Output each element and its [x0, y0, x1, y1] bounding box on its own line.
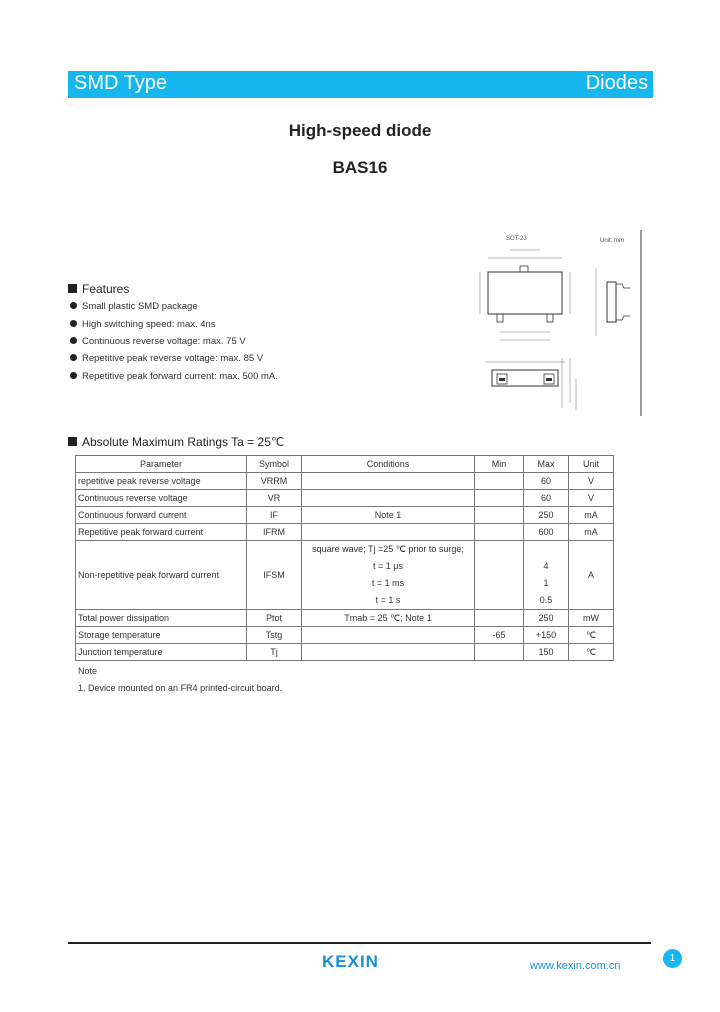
- unit-cell: ℃: [569, 644, 614, 661]
- table-header-row: [76, 456, 614, 473]
- feature-item: High switching speed: max. 4ns: [70, 319, 216, 330]
- symbol-cell: Ptot: [247, 610, 302, 627]
- features-heading: Features: [68, 282, 129, 296]
- parameter-cell: Total power dissipation: [76, 610, 247, 627]
- condition-line: t = 1 s: [375, 595, 401, 605]
- unit-cell: V: [569, 490, 614, 507]
- max-cell: 600: [524, 524, 569, 541]
- table-row: [76, 610, 614, 627]
- table-row: [76, 507, 614, 524]
- min-cell: -65: [475, 627, 524, 644]
- min-cell: [475, 541, 524, 610]
- conditions-cell: [302, 490, 475, 507]
- conditions-cell: Note 1: [302, 507, 475, 524]
- website-link[interactable]: www.kexin.com.cn: [530, 960, 621, 972]
- unit-cell: A: [569, 541, 614, 610]
- parameter-cell: Non-repetitive peak forward current: [76, 541, 247, 610]
- max-cell: 250: [524, 610, 569, 627]
- kexin-logo: KEXIN: [322, 952, 379, 971]
- parameter-cell: Storage temperature: [76, 627, 247, 644]
- column-header: Max: [524, 456, 569, 473]
- bullet-icon: [70, 337, 77, 344]
- parameter-cell: Junction temperature: [76, 644, 247, 661]
- condition-line: t = 1 ms: [371, 578, 405, 588]
- parameter-cell: Continuous reverse voltage: [76, 490, 247, 507]
- unit-cell: V: [569, 473, 614, 490]
- condition-line: square wave; Tj =25 ℃ prior to surge;: [312, 544, 464, 554]
- conditions-cell: [302, 644, 475, 661]
- page-number: 1: [663, 949, 682, 968]
- max-line: 1: [543, 578, 549, 588]
- column-header: Parameter: [76, 456, 247, 473]
- table-row: [76, 490, 614, 507]
- bullet-icon: [70, 320, 77, 327]
- symbol-cell: IF: [247, 507, 302, 524]
- symbol-cell: IFRM: [247, 524, 302, 541]
- conditions-cell: Tmab = 25 ℃; Note 1: [302, 610, 475, 627]
- square-bullet-icon: [68, 284, 77, 293]
- table-row: [76, 627, 614, 644]
- part-number: BAS16: [332, 158, 388, 177]
- symbol-cell: VR: [247, 490, 302, 507]
- max-cell: 250: [524, 507, 569, 524]
- parameter-cell: Repetitive peak forward current: [76, 524, 247, 541]
- unit-label: Unit: mm: [600, 238, 624, 244]
- note-text: 1. Device mounted on an FR4 printed-circuit board.: [78, 683, 283, 693]
- header-category: SMD Type: [74, 72, 167, 94]
- conditions-cell: [302, 473, 475, 490]
- max-cell: [524, 541, 569, 610]
- footer-divider: [68, 942, 651, 944]
- unit-cell: mW: [569, 610, 614, 627]
- bullet-icon: [70, 372, 77, 379]
- column-header: Unit: [569, 456, 614, 473]
- parameter-cell: repetitive peak reverse voltage: [76, 473, 247, 490]
- note-label: Note: [78, 666, 98, 676]
- package-name: SOT-23: [506, 236, 527, 242]
- header-type: Diodes: [585, 72, 648, 94]
- min-cell: [475, 473, 524, 490]
- square-bullet-icon: [68, 437, 77, 446]
- table-row: [76, 524, 614, 541]
- unit-cell: mA: [569, 507, 614, 524]
- min-cell: [475, 610, 524, 627]
- bullet-icon: [70, 302, 77, 309]
- column-header: Conditions: [302, 456, 475, 473]
- table-row: [76, 541, 614, 610]
- header-bar: [68, 71, 653, 98]
- conditions-cell: [302, 524, 475, 541]
- unit-cell: ℃: [569, 627, 614, 644]
- ratings-table: [75, 455, 614, 661]
- min-cell: [475, 490, 524, 507]
- symbol-cell: Tstg: [247, 627, 302, 644]
- conditions-cell: [302, 627, 475, 644]
- max-cell: +150: [524, 627, 569, 644]
- max-line: 0.5: [539, 595, 553, 605]
- symbol-cell: IFSM: [247, 541, 302, 610]
- feature-item: Small plastic SMD package: [70, 301, 198, 312]
- table-row: [76, 644, 614, 661]
- symbol-cell: VRRM: [247, 473, 302, 490]
- min-cell: [475, 644, 524, 661]
- condition-line: t = 1 μs: [373, 561, 403, 571]
- package-outline-drawing: [470, 228, 642, 418]
- column-header: Symbol: [247, 456, 302, 473]
- conditions-cell: [302, 541, 475, 610]
- min-cell: [475, 507, 524, 524]
- max-cell: 60: [524, 490, 569, 507]
- feature-item: Repetitive peak forward current: max. 500 mA.: [70, 371, 278, 382]
- table-row: [76, 473, 614, 490]
- page-title: High-speed diode: [288, 121, 432, 140]
- feature-item: Repetitive peak reverse voltage: max. 85 V: [70, 353, 263, 364]
- feature-item: Continuous reverse voltage: max. 75 V: [70, 336, 246, 347]
- parameter-cell: Continuous forward current: [76, 507, 247, 524]
- unit-cell: mA: [569, 524, 614, 541]
- column-header: Min: [475, 456, 524, 473]
- ratings-heading: Absolute Maximum Ratings Ta = 25℃: [68, 435, 284, 449]
- min-cell: [475, 524, 524, 541]
- max-cell: 150: [524, 644, 569, 661]
- max-line: 4: [543, 561, 549, 571]
- symbol-cell: Tj: [247, 644, 302, 661]
- max-cell: 60: [524, 473, 569, 490]
- max-line: [526, 541, 566, 558]
- bullet-icon: [70, 354, 77, 361]
